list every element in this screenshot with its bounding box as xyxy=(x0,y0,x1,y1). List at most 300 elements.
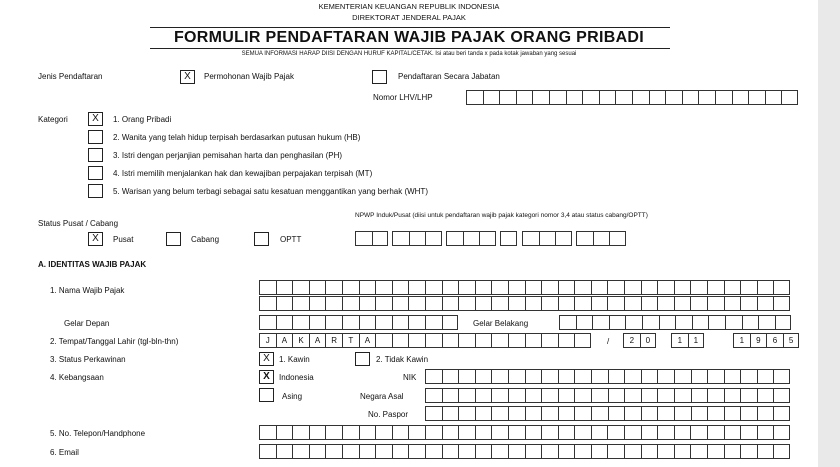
email-cell[interactable] xyxy=(392,444,409,459)
birth-year-cell[interactable]: 9 xyxy=(750,333,767,348)
back-title-cell[interactable] xyxy=(559,315,576,330)
lhp-cell[interactable] xyxy=(466,90,483,105)
npwp-group-6[interactable] xyxy=(576,231,626,246)
front-title-cell[interactable] xyxy=(408,315,425,330)
birth-year-cell[interactable]: 6 xyxy=(766,333,783,348)
indonesia-checkbox[interactable]: X xyxy=(259,370,274,384)
phone-cell[interactable] xyxy=(657,425,674,440)
taxpayer-name-row-1[interactable] xyxy=(259,280,790,295)
birth-place-cell[interactable] xyxy=(475,333,492,348)
passport-cell[interactable] xyxy=(458,406,475,421)
passport-cell[interactable] xyxy=(425,406,442,421)
nik-cell[interactable] xyxy=(442,369,459,384)
front-title-cell[interactable] xyxy=(342,315,359,330)
name-cell[interactable] xyxy=(458,280,475,295)
married-checkbox[interactable]: X xyxy=(259,352,274,366)
name-cell[interactable] xyxy=(773,280,790,295)
name-cell[interactable] xyxy=(359,280,376,295)
front-title-cell[interactable] xyxy=(292,315,309,330)
name-cell[interactable] xyxy=(408,296,425,311)
email-cell[interactable] xyxy=(757,444,774,459)
name-cell[interactable] xyxy=(690,296,707,311)
name-cell[interactable] xyxy=(276,296,293,311)
name-cell[interactable] xyxy=(558,296,575,311)
front-title-cell[interactable] xyxy=(442,315,459,330)
front-title-cell[interactable] xyxy=(276,315,293,330)
npwp-cell[interactable] xyxy=(555,231,572,246)
name-cell[interactable] xyxy=(607,280,624,295)
name-cell[interactable] xyxy=(525,296,542,311)
nik-cell[interactable] xyxy=(757,369,774,384)
phone-cell[interactable] xyxy=(359,425,376,440)
origin-cell[interactable] xyxy=(740,388,757,403)
name-cell[interactable] xyxy=(259,296,276,311)
nik-cell[interactable] xyxy=(674,369,691,384)
nik-cell[interactable] xyxy=(591,369,608,384)
passport-cell[interactable] xyxy=(707,406,724,421)
lhp-cell[interactable] xyxy=(483,90,500,105)
status-cabang-checkbox[interactable] xyxy=(166,232,181,246)
status-pusat-checkbox[interactable]: X xyxy=(88,232,103,246)
passport-field[interactable] xyxy=(425,406,790,421)
nik-cell[interactable] xyxy=(458,369,475,384)
phone-cell[interactable] xyxy=(690,425,707,440)
status-optt-checkbox[interactable] xyxy=(254,232,269,246)
name-cell[interactable] xyxy=(442,280,459,295)
front-title-cell[interactable] xyxy=(425,315,442,330)
passport-cell[interactable] xyxy=(657,406,674,421)
back-title-cell[interactable] xyxy=(725,315,742,330)
email-cell[interactable] xyxy=(458,444,475,459)
category-4-checkbox[interactable] xyxy=(88,166,103,180)
lhp-cell[interactable] xyxy=(715,90,732,105)
lhp-cell[interactable] xyxy=(499,90,516,105)
phone-cell[interactable] xyxy=(508,425,525,440)
passport-cell[interactable] xyxy=(691,406,708,421)
lhp-cell[interactable] xyxy=(566,90,583,105)
birth-year-cell[interactable]: 1 xyxy=(733,333,750,348)
origin-cell[interactable] xyxy=(541,388,558,403)
name-cell[interactable] xyxy=(740,280,757,295)
birth-place-cell[interactable]: A xyxy=(276,333,293,348)
npwp-group-2[interactable] xyxy=(392,231,442,246)
front-title-cell[interactable] xyxy=(309,315,326,330)
back-title-cell[interactable] xyxy=(675,315,692,330)
back-title-cell[interactable] xyxy=(708,315,725,330)
nik-cell[interactable] xyxy=(574,369,591,384)
birth-place-cell[interactable]: K xyxy=(292,333,309,348)
passport-cell[interactable] xyxy=(757,406,774,421)
passport-cell[interactable] xyxy=(508,406,525,421)
npwp-cell[interactable] xyxy=(446,231,463,246)
name-cell[interactable] xyxy=(674,280,691,295)
name-cell[interactable] xyxy=(408,280,425,295)
registration-jabatan-checkbox[interactable] xyxy=(372,70,387,84)
name-cell[interactable] xyxy=(541,280,558,295)
email-cell[interactable] xyxy=(491,444,508,459)
origin-cell[interactable] xyxy=(608,388,625,403)
email-cell[interactable] xyxy=(375,444,392,459)
lhp-cell[interactable] xyxy=(516,90,533,105)
phone-cell[interactable] xyxy=(442,425,459,440)
npwp-cell[interactable] xyxy=(409,231,426,246)
origin-cell[interactable] xyxy=(641,388,658,403)
name-cell[interactable] xyxy=(458,296,475,311)
birth-day-field[interactable] xyxy=(623,333,656,348)
npwp-cell[interactable] xyxy=(522,231,539,246)
npwp-cell[interactable] xyxy=(539,231,556,246)
nik-cell[interactable] xyxy=(740,369,757,384)
name-cell[interactable] xyxy=(757,280,774,295)
name-cell[interactable] xyxy=(259,280,276,295)
name-cell[interactable] xyxy=(707,296,724,311)
back-title-cell[interactable] xyxy=(609,315,626,330)
foreign-checkbox[interactable] xyxy=(259,388,274,402)
origin-cell[interactable] xyxy=(491,388,508,403)
passport-cell[interactable] xyxy=(624,406,641,421)
nik-cell[interactable] xyxy=(508,369,525,384)
front-title-cell[interactable] xyxy=(359,315,376,330)
name-cell[interactable] xyxy=(325,280,342,295)
name-cell[interactable] xyxy=(541,296,558,311)
name-cell[interactable] xyxy=(342,280,359,295)
name-cell[interactable] xyxy=(641,280,658,295)
lhp-cell[interactable] xyxy=(632,90,649,105)
name-cell[interactable] xyxy=(375,296,392,311)
back-title-cell[interactable] xyxy=(659,315,676,330)
lhp-cell[interactable] xyxy=(615,90,632,105)
email-cell[interactable] xyxy=(259,444,276,459)
nik-cell[interactable] xyxy=(624,369,641,384)
front-title-cell[interactable] xyxy=(375,315,392,330)
email-cell[interactable] xyxy=(724,444,741,459)
email-cell[interactable] xyxy=(607,444,624,459)
name-cell[interactable] xyxy=(574,280,591,295)
birth-year-cell[interactable]: 5 xyxy=(783,333,800,348)
origin-cell[interactable] xyxy=(591,388,608,403)
nik-cell[interactable] xyxy=(724,369,741,384)
passport-cell[interactable] xyxy=(641,406,658,421)
email-cell[interactable] xyxy=(508,444,525,459)
name-cell[interactable] xyxy=(491,280,508,295)
birth-place-cell[interactable] xyxy=(425,333,442,348)
origin-cell[interactable] xyxy=(691,388,708,403)
origin-cell[interactable] xyxy=(773,388,790,403)
email-cell[interactable] xyxy=(425,444,442,459)
npwp-cell[interactable] xyxy=(500,231,517,246)
back-title-cell[interactable] xyxy=(742,315,759,330)
email-cell[interactable] xyxy=(574,444,591,459)
nik-cell[interactable] xyxy=(558,369,575,384)
origin-cell[interactable] xyxy=(458,388,475,403)
passport-cell[interactable] xyxy=(558,406,575,421)
name-cell[interactable] xyxy=(392,296,409,311)
nik-cell[interactable] xyxy=(475,369,492,384)
name-cell[interactable] xyxy=(359,296,376,311)
phone-cell[interactable] xyxy=(292,425,309,440)
email-field[interactable] xyxy=(259,444,790,459)
passport-cell[interactable] xyxy=(491,406,508,421)
phone-cell[interactable] xyxy=(707,425,724,440)
origin-cell[interactable] xyxy=(757,388,774,403)
phone-cell[interactable] xyxy=(276,425,293,440)
lhp-cell[interactable] xyxy=(532,90,549,105)
npwp-cell[interactable] xyxy=(609,231,626,246)
email-cell[interactable] xyxy=(674,444,691,459)
name-cell[interactable] xyxy=(724,280,741,295)
npwp-cell[interactable] xyxy=(593,231,610,246)
phone-cell[interactable] xyxy=(525,425,542,440)
passport-cell[interactable] xyxy=(740,406,757,421)
phone-cell[interactable] xyxy=(408,425,425,440)
registration-permohonan-checkbox[interactable]: X xyxy=(180,70,195,84)
name-cell[interactable] xyxy=(309,296,326,311)
passport-cell[interactable] xyxy=(442,406,459,421)
nik-cell[interactable] xyxy=(425,369,442,384)
name-cell[interactable] xyxy=(292,296,309,311)
npwp-group-4[interactable] xyxy=(500,231,517,246)
name-cell[interactable] xyxy=(375,280,392,295)
name-cell[interactable] xyxy=(309,280,326,295)
name-cell[interactable] xyxy=(657,280,674,295)
phone-field[interactable] xyxy=(259,425,790,440)
birth-month-cell[interactable]: 1 xyxy=(688,333,705,348)
phone-cell[interactable] xyxy=(624,425,641,440)
lhp-cell[interactable] xyxy=(732,90,749,105)
nik-cell[interactable] xyxy=(608,369,625,384)
birth-place-cell[interactable] xyxy=(574,333,591,348)
nik-cell[interactable] xyxy=(773,369,790,384)
name-cell[interactable] xyxy=(558,280,575,295)
lhp-cell[interactable] xyxy=(549,90,566,105)
origin-cell[interactable] xyxy=(442,388,459,403)
name-cell[interactable] xyxy=(641,296,658,311)
email-cell[interactable] xyxy=(657,444,674,459)
origin-cell[interactable] xyxy=(558,388,575,403)
name-cell[interactable] xyxy=(690,280,707,295)
name-cell[interactable] xyxy=(757,296,774,311)
origin-country-field[interactable] xyxy=(425,388,790,403)
passport-cell[interactable] xyxy=(608,406,625,421)
name-cell[interactable] xyxy=(624,280,641,295)
email-cell[interactable] xyxy=(773,444,790,459)
passport-cell[interactable] xyxy=(525,406,542,421)
front-title-cell[interactable] xyxy=(392,315,409,330)
npwp-cell[interactable] xyxy=(479,231,496,246)
origin-cell[interactable] xyxy=(475,388,492,403)
birth-place-cell[interactable] xyxy=(442,333,459,348)
email-cell[interactable] xyxy=(525,444,542,459)
birth-day-cell[interactable]: 0 xyxy=(640,333,657,348)
phone-cell[interactable] xyxy=(541,425,558,440)
lhp-cell[interactable] xyxy=(698,90,715,105)
name-cell[interactable] xyxy=(707,280,724,295)
origin-cell[interactable] xyxy=(425,388,442,403)
name-cell[interactable] xyxy=(657,296,674,311)
nik-cell[interactable] xyxy=(525,369,542,384)
email-cell[interactable] xyxy=(541,444,558,459)
birth-place-cell[interactable] xyxy=(458,333,475,348)
birth-place-cell[interactable] xyxy=(408,333,425,348)
name-cell[interactable] xyxy=(591,296,608,311)
name-cell[interactable] xyxy=(442,296,459,311)
birth-place-cell[interactable] xyxy=(558,333,575,348)
back-title-cell[interactable] xyxy=(775,315,792,330)
lhp-number-field[interactable] xyxy=(466,90,798,105)
lhp-cell[interactable] xyxy=(582,90,599,105)
email-cell[interactable] xyxy=(359,444,376,459)
origin-cell[interactable] xyxy=(707,388,724,403)
phone-cell[interactable] xyxy=(458,425,475,440)
front-title-cell[interactable] xyxy=(259,315,276,330)
email-cell[interactable] xyxy=(707,444,724,459)
birth-day-cell[interactable]: 2 xyxy=(623,333,640,348)
category-2-checkbox[interactable] xyxy=(88,130,103,144)
email-cell[interactable] xyxy=(309,444,326,459)
email-cell[interactable] xyxy=(690,444,707,459)
origin-cell[interactable] xyxy=(508,388,525,403)
nik-cell[interactable] xyxy=(657,369,674,384)
phone-cell[interactable] xyxy=(607,425,624,440)
name-cell[interactable] xyxy=(773,296,790,311)
category-3-checkbox[interactable] xyxy=(88,148,103,162)
unmarried-checkbox[interactable] xyxy=(355,352,370,366)
birth-place-cell[interactable]: R xyxy=(325,333,342,348)
phone-cell[interactable] xyxy=(674,425,691,440)
npwp-cell[interactable] xyxy=(355,231,372,246)
passport-cell[interactable] xyxy=(773,406,790,421)
name-cell[interactable] xyxy=(475,280,492,295)
origin-cell[interactable] xyxy=(624,388,641,403)
phone-cell[interactable] xyxy=(773,425,790,440)
front-title-field[interactable] xyxy=(259,315,458,330)
phone-cell[interactable] xyxy=(757,425,774,440)
phone-cell[interactable] xyxy=(740,425,757,440)
phone-cell[interactable] xyxy=(591,425,608,440)
name-cell[interactable] xyxy=(425,296,442,311)
name-cell[interactable] xyxy=(525,280,542,295)
phone-cell[interactable] xyxy=(309,425,326,440)
npwp-group-1[interactable] xyxy=(355,231,388,246)
origin-cell[interactable] xyxy=(525,388,542,403)
taxpayer-name-row-2[interactable] xyxy=(259,296,790,311)
phone-cell[interactable] xyxy=(491,425,508,440)
lhp-cell[interactable] xyxy=(682,90,699,105)
birth-place-cell[interactable]: T xyxy=(342,333,359,348)
birth-place-cell[interactable]: A xyxy=(359,333,376,348)
passport-cell[interactable] xyxy=(475,406,492,421)
name-cell[interactable] xyxy=(491,296,508,311)
nik-field[interactable] xyxy=(425,369,790,384)
phone-cell[interactable] xyxy=(558,425,575,440)
phone-cell[interactable] xyxy=(259,425,276,440)
back-title-cell[interactable] xyxy=(692,315,709,330)
back-title-cell[interactable] xyxy=(758,315,775,330)
back-title-cell[interactable] xyxy=(576,315,593,330)
passport-cell[interactable] xyxy=(574,406,591,421)
npwp-cell[interactable] xyxy=(392,231,409,246)
nik-cell[interactable] xyxy=(641,369,658,384)
name-cell[interactable] xyxy=(574,296,591,311)
npwp-group-5[interactable] xyxy=(522,231,572,246)
passport-cell[interactable] xyxy=(724,406,741,421)
name-cell[interactable] xyxy=(591,280,608,295)
email-cell[interactable] xyxy=(442,444,459,459)
birth-year-field[interactable] xyxy=(733,333,799,348)
origin-cell[interactable] xyxy=(674,388,691,403)
npwp-cell[interactable] xyxy=(425,231,442,246)
lhp-cell[interactable] xyxy=(748,90,765,105)
name-cell[interactable] xyxy=(607,296,624,311)
nik-cell[interactable] xyxy=(541,369,558,384)
name-cell[interactable] xyxy=(425,280,442,295)
birth-place-cell[interactable] xyxy=(375,333,392,348)
email-cell[interactable] xyxy=(408,444,425,459)
back-title-cell[interactable] xyxy=(642,315,659,330)
phone-cell[interactable] xyxy=(375,425,392,440)
origin-cell[interactable] xyxy=(574,388,591,403)
name-cell[interactable] xyxy=(624,296,641,311)
birth-place-cell[interactable] xyxy=(491,333,508,348)
email-cell[interactable] xyxy=(624,444,641,459)
name-cell[interactable] xyxy=(508,296,525,311)
email-cell[interactable] xyxy=(292,444,309,459)
name-cell[interactable] xyxy=(724,296,741,311)
phone-cell[interactable] xyxy=(475,425,492,440)
passport-cell[interactable] xyxy=(541,406,558,421)
birth-month-cell[interactable]: 1 xyxy=(671,333,688,348)
phone-cell[interactable] xyxy=(574,425,591,440)
email-cell[interactable] xyxy=(276,444,293,459)
birth-place-cell[interactable] xyxy=(541,333,558,348)
email-cell[interactable] xyxy=(475,444,492,459)
back-title-cell[interactable] xyxy=(592,315,609,330)
name-cell[interactable] xyxy=(342,296,359,311)
phone-cell[interactable] xyxy=(342,425,359,440)
birth-place-cell[interactable] xyxy=(508,333,525,348)
name-cell[interactable] xyxy=(276,280,293,295)
birth-place-field[interactable] xyxy=(259,333,591,348)
name-cell[interactable] xyxy=(740,296,757,311)
npwp-cell[interactable] xyxy=(372,231,389,246)
phone-cell[interactable] xyxy=(392,425,409,440)
email-cell[interactable] xyxy=(591,444,608,459)
phone-cell[interactable] xyxy=(641,425,658,440)
name-cell[interactable] xyxy=(392,280,409,295)
lhp-cell[interactable] xyxy=(665,90,682,105)
name-cell[interactable] xyxy=(508,280,525,295)
nik-cell[interactable] xyxy=(707,369,724,384)
birth-place-cell[interactable] xyxy=(525,333,542,348)
email-cell[interactable] xyxy=(325,444,342,459)
lhp-cell[interactable] xyxy=(765,90,782,105)
passport-cell[interactable] xyxy=(674,406,691,421)
name-cell[interactable] xyxy=(674,296,691,311)
lhp-cell[interactable] xyxy=(599,90,616,105)
front-title-cell[interactable] xyxy=(325,315,342,330)
passport-cell[interactable] xyxy=(591,406,608,421)
back-title-field[interactable] xyxy=(559,315,791,330)
birth-place-cell[interactable] xyxy=(392,333,409,348)
phone-cell[interactable] xyxy=(425,425,442,440)
name-cell[interactable] xyxy=(292,280,309,295)
origin-cell[interactable] xyxy=(724,388,741,403)
birth-place-cell[interactable]: A xyxy=(309,333,326,348)
email-cell[interactable] xyxy=(342,444,359,459)
category-5-checkbox[interactable] xyxy=(88,184,103,198)
name-cell[interactable] xyxy=(325,296,342,311)
back-title-cell[interactable] xyxy=(625,315,642,330)
